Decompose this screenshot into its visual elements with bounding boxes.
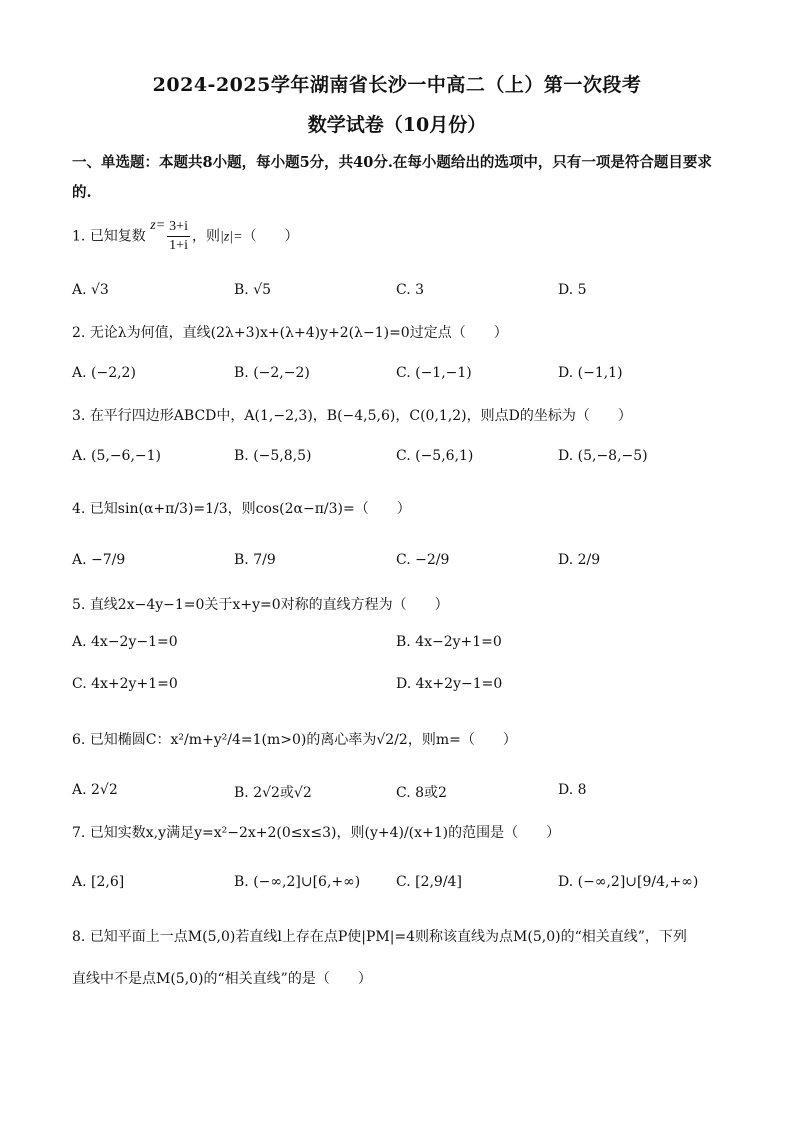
q7-option-d: D. (−∞,2]∪[9/4,+∞) bbox=[558, 874, 699, 890]
question-1: 1. 已知复数 z= $\frac{3+i}{1+i}$ ，则|z|=（ ） bbox=[72, 218, 299, 253]
question-8-line2: 直线中不是点M(5,0)的“相关直线”的是（ ） bbox=[72, 971, 372, 987]
q1-option-b: B. √5 bbox=[234, 282, 272, 298]
q2-option-a: A. (−2,2) bbox=[72, 365, 136, 381]
q3-option-a: A. (5,−6,−1) bbox=[72, 448, 162, 464]
q3-option-d: D. (5,−8,−5) bbox=[558, 448, 648, 464]
q6-option-c: C. 8或2 bbox=[396, 785, 447, 801]
question-3 bbox=[72, 405, 732, 425]
q7-option-a: A. [2,6] bbox=[72, 874, 125, 890]
q1-option-d: D. 5 bbox=[558, 282, 587, 298]
exam-title: 2024-2025学年湖南省长沙一中高二（上）第一次段考 bbox=[152, 74, 642, 96]
question-stem-line1: 已知平面上一点M(5,0)若直线l上存在点P使|PM|=4则称该直线为点M(5,0)的“相关直线”，下列 bbox=[89, 929, 687, 945]
q4-option-a: A. −7/9 bbox=[72, 552, 126, 568]
question-6 bbox=[72, 729, 732, 749]
section-heading: 一、单选题：本题共8小题，每小题5分，共40分.在每小题给出的选项中，只有一项是符合题目要求的. bbox=[72, 154, 712, 201]
q7-option-c: C. [2,9/4] bbox=[396, 874, 462, 890]
question-5 bbox=[72, 594, 732, 614]
q4-option-b: B. 7/9 bbox=[234, 552, 276, 568]
question-number: 8. bbox=[72, 929, 86, 945]
question-8 bbox=[72, 926, 732, 946]
q5-option-b: B. 4x−2y+1=0 bbox=[396, 634, 502, 650]
question-number: 3. bbox=[72, 408, 86, 424]
question-stem-prefix: 已知复数 bbox=[89, 228, 146, 245]
question-4 bbox=[72, 498, 732, 518]
q4-option-d: D. 2/9 bbox=[558, 552, 601, 568]
q1-option-c: C. 3 bbox=[396, 282, 425, 298]
question-number: 1. bbox=[72, 228, 86, 245]
q6-option-a: A. 2√2 bbox=[72, 782, 118, 798]
q7-option-b: B. (−∞,2]∪[6,+∞) bbox=[234, 874, 361, 890]
question-number: 4. bbox=[72, 501, 86, 517]
question-stem: 已知sin(α+π/3)=1/3，则cos(2α−π/3)=（ ） bbox=[89, 501, 411, 517]
q2-option-d: D. (−1,1) bbox=[558, 365, 623, 381]
question-stem: 已知椭圆C：x²/m+y²/4=1(m>0)的离心率为√2/2，则m=（ ） bbox=[89, 732, 517, 748]
exam-subtitle: 数学试卷（10月份） bbox=[307, 114, 487, 136]
q1-option-a: A. √3 bbox=[72, 282, 109, 298]
q6-option-d: D. 8 bbox=[558, 782, 587, 798]
fraction: $\frac{3+i}{1+i}$ bbox=[169, 219, 188, 253]
question-stem: 已知实数x,y满足y=x²−2x+2(0≤x≤3)，则(y+4)/(x+1)的范围是（ ） bbox=[89, 825, 561, 841]
question-2 bbox=[72, 322, 732, 342]
q5-option-d: D. 4x+2y−1=0 bbox=[396, 676, 503, 692]
question-7 bbox=[72, 822, 732, 842]
q4-option-c: C. −2/9 bbox=[396, 552, 450, 568]
question-stem: 无论λ为何值，直线(2λ+3)x+(λ+4)y+2(λ−1)=0过定点（ ） bbox=[89, 325, 508, 341]
question-stem: 直线2x−4y−1=0关于x+y=0对称的直线方程为（ ） bbox=[89, 597, 449, 613]
question-number: 7. bbox=[72, 825, 86, 841]
question-stem: 在平行四边形ABCD中，A(1,−2,3)，B(−4,5,6)，C(0,1,2)，则点D的坐标为（ ） bbox=[89, 408, 632, 424]
question-number: 6. bbox=[72, 732, 86, 748]
q3-option-c: C. (−5,6,1) bbox=[396, 448, 474, 464]
q2-option-b: B. (−2,−2) bbox=[234, 365, 310, 381]
q6-option-b: B. 2√2或√2 bbox=[234, 785, 312, 801]
q5-option-a: A. 4x−2y−1=0 bbox=[72, 634, 178, 650]
question-number: 2. bbox=[72, 325, 86, 341]
q5-option-c: C. 4x+2y+1=0 bbox=[72, 676, 178, 692]
q2-option-c: C. (−1,−1) bbox=[396, 365, 472, 381]
question-number: 5. bbox=[72, 597, 86, 613]
q3-option-b: B. (−5,8,5) bbox=[234, 448, 312, 464]
